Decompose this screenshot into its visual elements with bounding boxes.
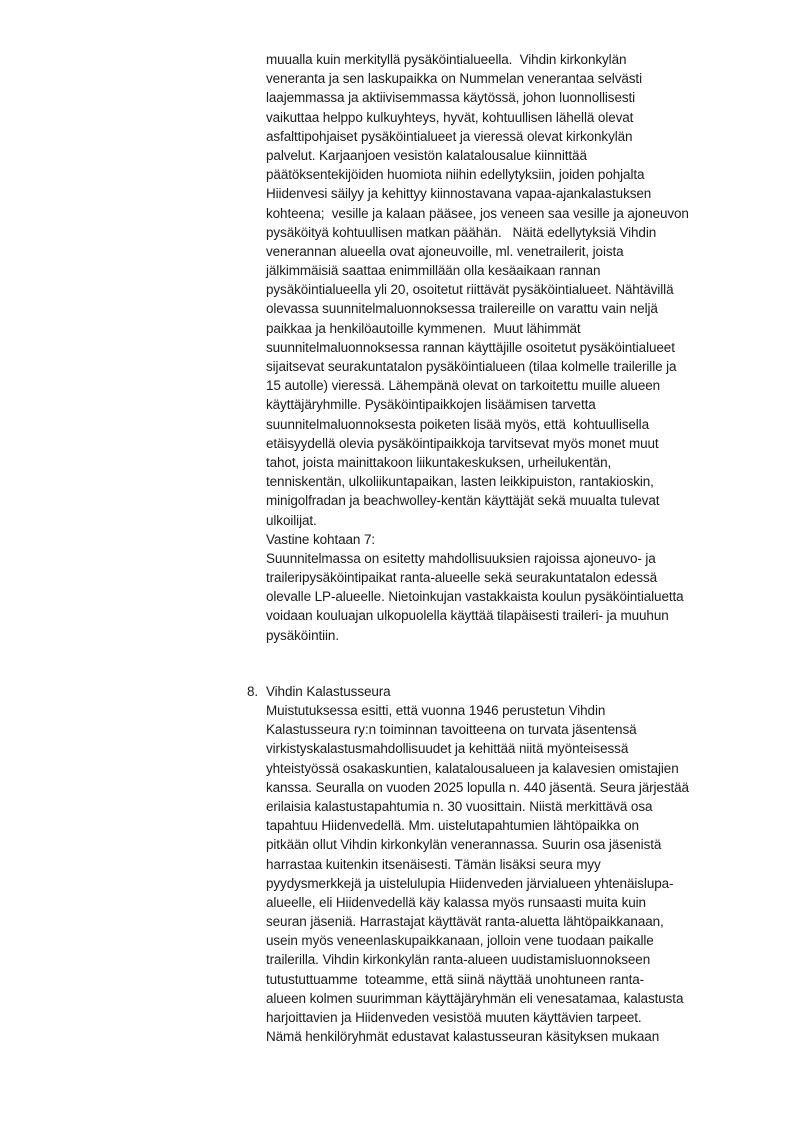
- text-line: virkistyskalastusmahdollisuudet ja kehittää niitä myönteisessä: [266, 741, 629, 757]
- text-line: traileripysäköintipaikat ranta-alueelle sekä seurakuntatalon edessä: [266, 570, 658, 586]
- list-item-8-body: [266, 701, 766, 1046]
- text-line: erilaisia kalastustapahtumia n. 30 vuosittain. Niistä merkittävä osa: [266, 798, 653, 814]
- text-line: paikkaa ja henkilöautoille kymmenen. Muut lähimmät: [266, 320, 581, 336]
- text-line: harrastaa kuitenkin itsenäisesti. Tämän lisäksi seura myy: [266, 856, 601, 872]
- text-line: alueelle, eli Hiidenvedellä käy kalassa myös runsaasti muita kuin: [266, 894, 646, 910]
- text-line: asfalttipohjaiset pysäköintialueet ja vieressä olevat kirkonkylän: [266, 128, 633, 144]
- item7-muistutus-paragraph: [266, 50, 766, 530]
- text-line: trailerilla. Vihdin kirkonkylän ranta-alueen uudistamisluonnokseen: [266, 952, 651, 968]
- text-line: olevalle LP-alueelle. Nietoinkujan vastakkaista koulun pysäköintialuetta: [266, 589, 684, 605]
- list-item-8-number: 8.: [247, 683, 259, 699]
- text-line: tapahtuu Hiidenvedellä. Mm. uistelutapahtumien lähtöpaikka on: [266, 818, 639, 834]
- text-line: tutustuttuamme toteamme, että siinä näyttää unohtuneen ranta-: [266, 971, 645, 987]
- text-line: etäisyydellä olevia pysäköintipaikkoja tarvitsevat myös monet muut: [266, 435, 659, 451]
- text-line: päätöksentekijöiden huomiota niihin edellytyksiin, joiden pohjalta: [266, 167, 645, 183]
- text-line: 15 autolle) vieressä. Lähempänä olevat on tarkoitettu muille alueen: [266, 378, 661, 394]
- text-line: harjoittavien ja Hiidenveden vesistöä muuten käyttävien tarpeet.: [266, 1010, 642, 1025]
- text-line: kanssa. Seuralla on vuoden 2025 lopulla n. 440 jäsentä. Seura järjestää: [266, 779, 689, 795]
- text-line: laajemmassa ja aktiivisemmassa käytössä, johon luonnollisesti: [266, 90, 636, 106]
- text-line: seuran jäseniä. Harrastajat käyttävät ranta-aluetta lähtöpaikkanaan,: [266, 914, 664, 930]
- text-line: alueen kolmen suurimman käyttäjäryhmän eli venesatamaa, kalastusta: [266, 990, 684, 1006]
- text-line: pysäköintialueella yli 20, osoitetut riittävät pysäköintialueet. Nähtävillä: [266, 282, 674, 298]
- paragraph-gap: [266, 645, 766, 682]
- text-line: olevassa suunnitelmaluonnoksessa trailereille on varattu vain neljä: [266, 301, 658, 317]
- text-line: muualla kuin merkityllä pysäköintialueella. Vihdin kirkonkylän: [266, 52, 627, 67]
- text-line: tenniskentän, ulkoliikuntapaikan, lasten leikkipuiston, rantakioskin,: [266, 474, 654, 490]
- list-item-8-title: Vihdin Kalastusseura: [266, 683, 391, 699]
- text-line: pyydysmerkkejä ja uistelulupia Hiidenveden järvialueen yhtenäislupa-: [266, 875, 674, 891]
- list-item-8: [247, 682, 766, 1047]
- text-line: minigolfradan ja beachwolley-kentän käyttäjät sekä muualta tulevat: [266, 493, 660, 509]
- text-line: ulkoilijat.: [266, 512, 317, 528]
- text-line: vaikuttaa helppo kulkuyhteys, hyvät, kohtuullisen lähellä olevat: [266, 109, 634, 125]
- text-line: usein myös veneenlaskupaikkanaan, jolloin vene tuodaan paikalle: [266, 933, 654, 949]
- text-line: sijaitsevat seurakuntatalon pysäköintialueen (tilaa kolmelle trailerille ja: [266, 359, 677, 374]
- vastine-7-paragraph: [266, 549, 766, 645]
- text-line: yhteistyössä osakaskuntien, kalatalousalueen ja kalavesien omistajien: [266, 760, 679, 776]
- text-line: käyttäjäryhmille. Pysäköintipaikkojen lisäämisen tarvetta: [266, 397, 596, 413]
- text-line: pysäköintiin.: [266, 627, 339, 643]
- text-line: kohteena; vesille ja kalaan pääsee, jos veneen saa vesille ja ajoneuvon: [266, 205, 689, 221]
- text-line: suunnitelmaluonnoksessa rannan käyttäjille osoitetut pysäköintialueet: [266, 339, 675, 355]
- text-line: pysäköityä kohtuullisen matkan päähän. Näitä edellytyksiä Vihdin: [266, 224, 657, 240]
- text-line: Suunnitelmassa on esitetty mahdollisuuksien rajoissa ajoneuvo- ja: [266, 550, 656, 566]
- vastine-7-heading: Vastine kohtaan 7:: [266, 531, 376, 547]
- text-line: Nämä henkilöryhmät edustavat kalastusseuran käsityksen mukaan: [266, 1029, 660, 1045]
- text-line: pitkään ollut Vihdin kirkonkylän venerannassa. Suurin osa jäsenistä: [266, 837, 662, 853]
- text-line: palvelut. Karjaanjoen vesistön kalatalousalue kiinnittää: [266, 147, 587, 163]
- text-line: suunnitelmaluonnoksesta poiketen lisää myös, että kohtuullisella: [266, 416, 649, 432]
- text-line: venerannan alueella ovat ajoneuvoille, ml. venetrailerit, joista: [266, 243, 624, 259]
- text-line: jälkimmäisiä saattaa enimmillään olla kesäaikaan rannan: [266, 263, 601, 279]
- text-line: tahot, joista mainittakoon liikuntakeskuksen, urheilukentän,: [266, 454, 612, 470]
- text-line: Muistutuksessa esitti, että vuonna 1946 perustetun Vihdin: [266, 703, 606, 718]
- text-line: Kalastusseura ry:n toiminnan tavoitteena on turvata jäsentensä: [266, 722, 637, 738]
- text-line: veneranta ja sen laskupaikka on Nummelan venerantaa selvästi: [266, 71, 642, 87]
- text-line: Hiidenvesi säilyy ja kehittyy kiinnostavana vapaa-ajankalastuksen: [266, 186, 652, 202]
- text-line: voidaan kouluajan ulkopuolella käyttää tilapäisesti traileri- ja muuhun: [266, 608, 669, 624]
- text-column: [247, 50, 766, 1046]
